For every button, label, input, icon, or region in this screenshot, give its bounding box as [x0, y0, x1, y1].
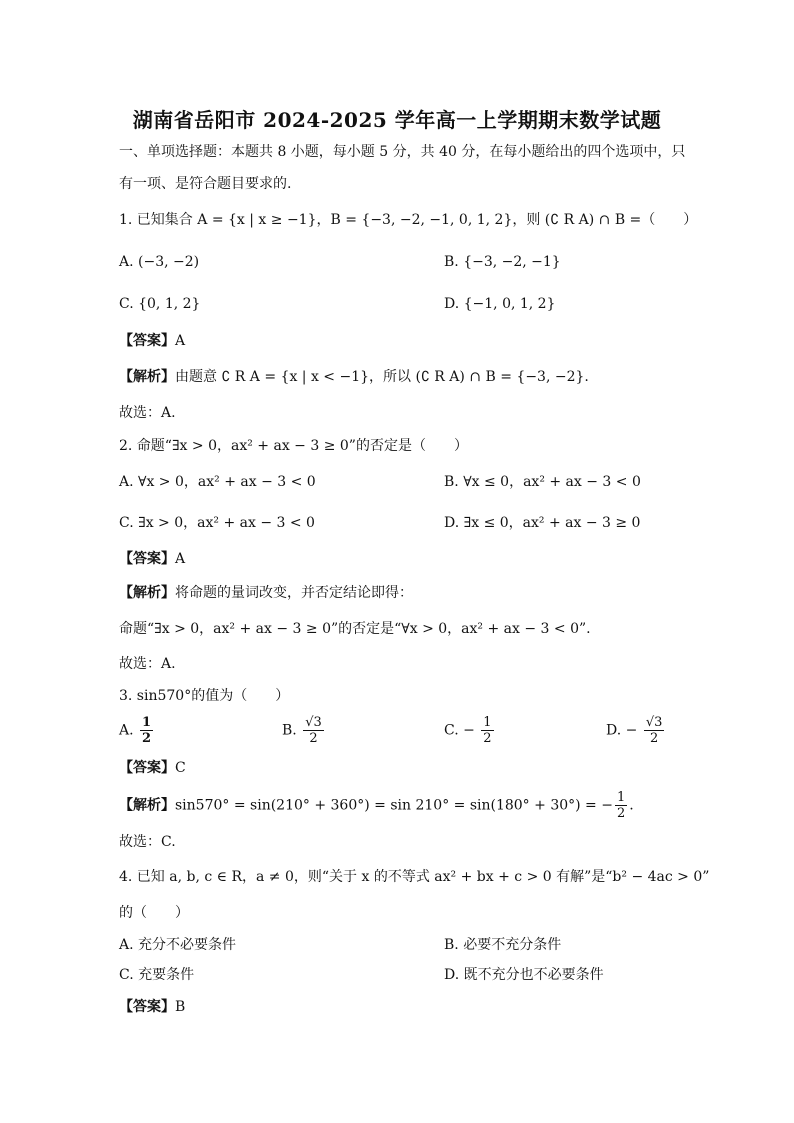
- q1-answer-row: [119, 331, 185, 351]
- q2-analysis-line2: 命题“∃x > 0，ax² + ax − 3 ≥ 0”的否定是“∀x > 0，ax² + ax − 3 < 0”.: [119, 621, 591, 637]
- analysis-tag: 【解析】: [119, 585, 175, 601]
- document-title: 湖南省岳阳市 2024-2025 学年高一上学期期末数学试题: [132, 108, 662, 132]
- q4-option-d: D. 既不充分也不必要条件: [444, 967, 604, 983]
- answer-tag: 【答案】: [119, 333, 175, 349]
- q1-answer: A: [175, 333, 186, 349]
- q2-analysis: 将命题的量词改变，并否定结论即得：: [175, 585, 413, 601]
- q2-answer: A: [175, 551, 186, 567]
- q2-pick: A.: [161, 656, 176, 672]
- q3-pick: C.: [161, 834, 176, 850]
- q3-option-c: C. − $\frac{1}{2}$: [444, 715, 492, 746]
- q4-answer-row: [119, 997, 185, 1017]
- q1-option-b: B. {−3, −2, −1}: [444, 254, 561, 270]
- q2-pick-row: [119, 654, 176, 674]
- q1-option-d: D. {−1, 0, 1, 2}: [444, 296, 556, 312]
- q3-answer-row: [119, 758, 186, 778]
- q2-option-a: A. ∀x > 0，ax² + ax − 3 < 0: [119, 474, 316, 490]
- q1-analysis-row: [119, 367, 589, 387]
- q1-analysis: 由题意 ∁ R A = {x | x < −1}，所以 (∁ R A) ∩ B = {−3, −2}.: [175, 369, 589, 385]
- q3-option-d-fraction: $\frac{√3}{2}$: [645, 715, 663, 746]
- q2-stem: 2. 命题“∃x > 0，ax² + ax − 3 ≥ 0”的否定是（ ）: [119, 438, 468, 454]
- q4-stem-line1: 4. 已知 a, b, c ∈ R，a ≠ 0，则“关于 x 的不等式 ax² + bx + c > 0 有解”是“b² − 4ac > 0”: [119, 869, 710, 885]
- pick-tag: 故选：: [119, 834, 161, 850]
- q1-pick-row: [119, 403, 176, 423]
- q1-option-c: C. {0, 1, 2}: [119, 296, 201, 312]
- q1-stem: 1. 已知集合 A = {x | x ≥ −1}，B = {−3, −2, −1, 0, 1, 2}，则 (∁ R A) ∩ B =（ ）: [119, 212, 698, 228]
- q3-analysis-row: 【解析】sin570° = sin(210° + 360°) = sin 210° = sin(180° + 30°) = − $\frac{1}{2}$ .: [119, 790, 634, 821]
- q2-option-c: C. ∃x > 0，ax² + ax − 3 < 0: [119, 515, 315, 531]
- q1-option-a: A. (−3, −2): [119, 254, 200, 270]
- q4-option-c: C. 充要条件: [119, 967, 195, 983]
- q3-option-d: D. − $\frac{√3}{2}$: [606, 715, 663, 746]
- pick-tag: 故选：: [119, 656, 161, 672]
- q2-analysis-row: [119, 583, 413, 603]
- q3-option-b: B. $\frac{√3}{2}$: [282, 715, 322, 746]
- q3-analysis: sin570° = sin(210° + 360°) = sin 210° = sin(180° + 30°) = −: [175, 797, 613, 814]
- q3-option-a-fraction: $\frac{1}{2}$: [142, 715, 152, 746]
- pick-tag: 故选：: [119, 405, 161, 421]
- q3-stem: 3. sin570°的值为（ ）: [119, 688, 290, 704]
- q2-option-d: D. ∃x ≤ 0，ax² + ax − 3 ≥ 0: [444, 515, 641, 531]
- analysis-tag: 【解析】: [119, 369, 175, 385]
- q3-option-b-fraction: $\frac{√3}{2}$: [305, 715, 322, 746]
- q4-stem-line2: 的（ ）: [119, 905, 189, 921]
- q3-option-a: A. $\frac{1}{2}$: [119, 715, 152, 746]
- q3-option-c-fraction: $\frac{1}{2}$: [483, 715, 492, 746]
- section-instruction-line1: 一、单项选择题：本题共 8 小题，每小题 5 分，共 40 分，在每小题给出的四个选项中，只: [119, 144, 686, 160]
- q2-answer-row: [119, 549, 185, 569]
- q3-analysis-fraction: $\frac{1}{2}$: [616, 790, 626, 821]
- answer-tag: 【答案】: [119, 551, 175, 567]
- q4-option-b: B. 必要不充分条件: [444, 937, 562, 953]
- q4-answer: B: [175, 999, 186, 1015]
- q3-pick-row: [119, 832, 176, 852]
- analysis-tag: 【解析】: [119, 797, 175, 814]
- q4-option-a: A. 充分不必要条件: [119, 937, 237, 953]
- answer-tag: 【答案】: [119, 999, 175, 1015]
- section-instruction-line2: 有一项、是符合题目要求的.: [119, 176, 292, 192]
- answer-tag: 【答案】: [119, 760, 175, 776]
- q2-option-b: B. ∀x ≤ 0，ax² + ax − 3 < 0: [444, 474, 641, 490]
- q1-pick: A.: [161, 405, 176, 421]
- q3-answer: C: [175, 760, 186, 776]
